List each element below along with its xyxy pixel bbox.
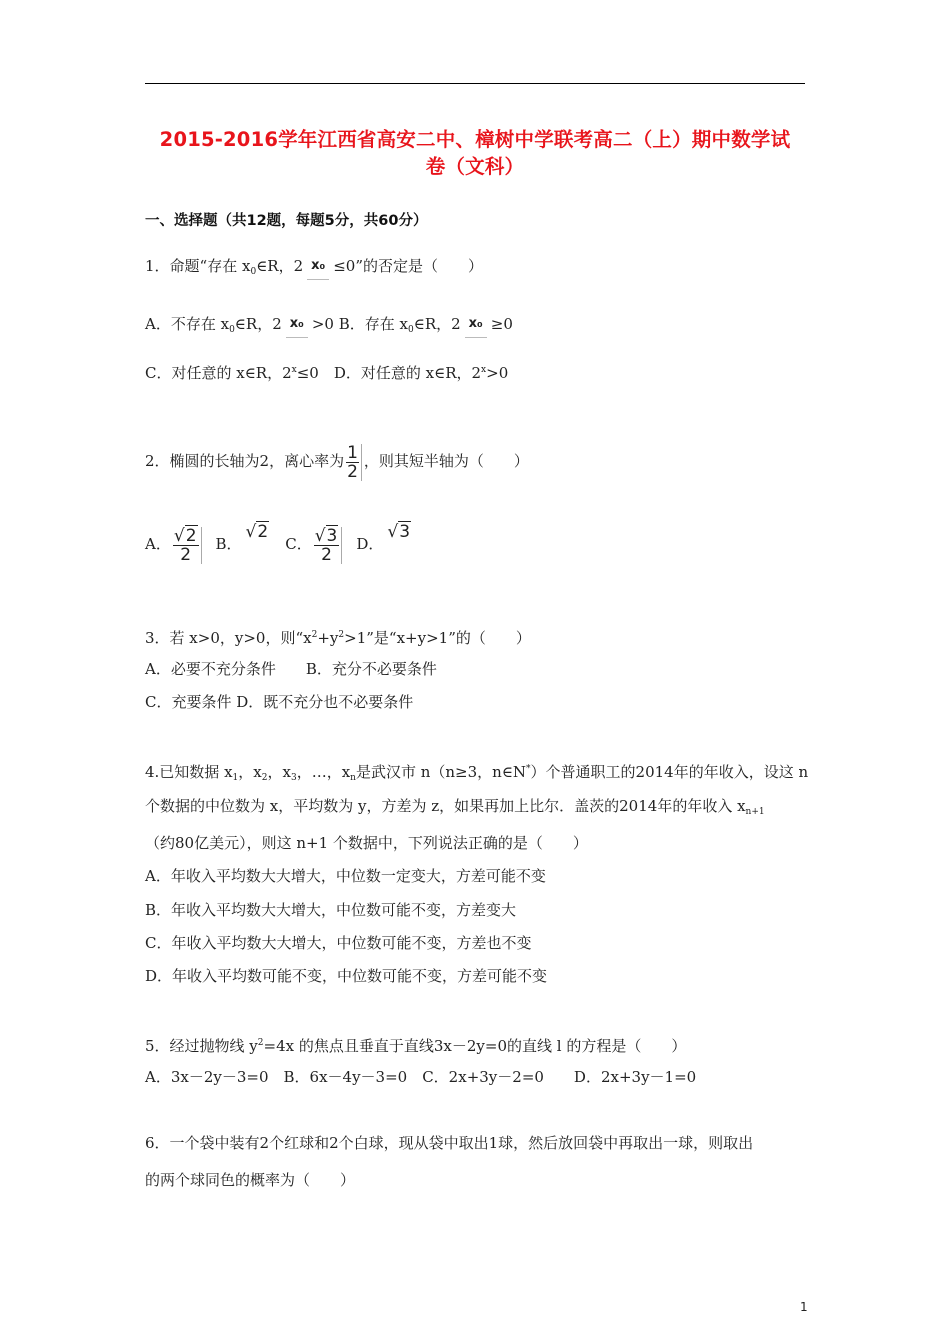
q2-stem: 2．椭圆的长轴为2，离心率为 $\frac{1}{2}$ ，则其短半轴为（ ） <box>145 442 529 482</box>
page-number: 1 <box>800 1300 808 1314</box>
exam-title-line-1: 2015-2016学年江西省高安二中、樟树中学联考高二（上）期中数学试 <box>159 128 791 151</box>
q3-stem: 3．若 x>0，y>0，则“$x^2+y^2>1$”是“x+y>1”的（ ） <box>145 629 531 647</box>
q2-fraction: $\frac{1}{2}$ <box>346 444 362 481</box>
q1-options-cd: C．对任意的 x∈R，$2^x\le 0$ D．对任意的 x∈R，$2^x>0$ <box>145 364 509 382</box>
q5-stem: 5．经过抛物线 $y^2=4x$ 的焦点且垂直于直线3x－2y=0的直线 l 的方程是（ ） <box>145 1037 687 1055</box>
q2-options: A． $\frac{√2}{2}$ B．√2C． $\frac{√3}{2}$ D．√3 <box>145 522 411 565</box>
q6-stem-line-2: 的两个球同色的概率为（ ） <box>145 1171 356 1189</box>
q1-exponent-image: x₀ <box>307 259 329 280</box>
q1-options-ab: A．不存在 $x_0\in R$，2 x₀ >0 B．存在 $x_0\in R$，2 x₀ ≥0 <box>145 314 513 340</box>
q4-stem-line-3: （约80亿美元），则这 n+1 个数据中，下列说法正确的是（ ） <box>145 834 588 852</box>
section-heading: 一、选择题（共12题，每题5分，共60分） <box>145 213 428 229</box>
q3-options-cd: C．充要条件 D．既不充分也不必要条件 <box>145 693 414 711</box>
q4-stem-line-2: 个数据的中位数为 x，平均数为 y，方差为 z，如果再加上比尔．盖茨的2014年的年收入 $x_{n+1}$ <box>145 797 765 817</box>
q4-option-d: D．年收入平均数可能不变，中位数可能不变，方差可能不变 <box>145 967 548 985</box>
q4-option-c: C．年收入平均数大大增大，中位数可能不变，方差也不变 <box>145 934 532 952</box>
q4-option-a: A．年收入平均数大大增大，中位数一定变大，方差可能不变 <box>145 867 546 885</box>
q6-stem-line-1: 6．一个袋中装有2个红球和2个白球，现从袋中取出1球，然后放回袋中再取出一球，则取出 <box>145 1134 754 1152</box>
q5-options: A．3x－2y－3=0 B．6x－4y－3=0 C．2x+3y－2=0 D．2x+3y－1=0 <box>145 1068 697 1086</box>
q3-options-ab: A．必要不充分条件 B．充分不必要条件 <box>145 660 437 678</box>
exam-title-line-2: 卷（文科） <box>425 155 525 178</box>
q4-stem-line-1: 4.已知数据 $x_1$，$x_2$，$x_3$，…，$x_n$是武汉市 n（n≥3，n∈N*）个普通职工的2014年的年收入，设这 n <box>145 763 809 783</box>
q4-option-b: B．年收入平均数大大增大，中位数可能不变，方差变大 <box>145 901 517 919</box>
header-rule <box>145 83 805 84</box>
q1-stem: 1．命题“存在 $x_0\in R$，2 x₀ ≤0”的否定是（ ） <box>145 256 483 282</box>
